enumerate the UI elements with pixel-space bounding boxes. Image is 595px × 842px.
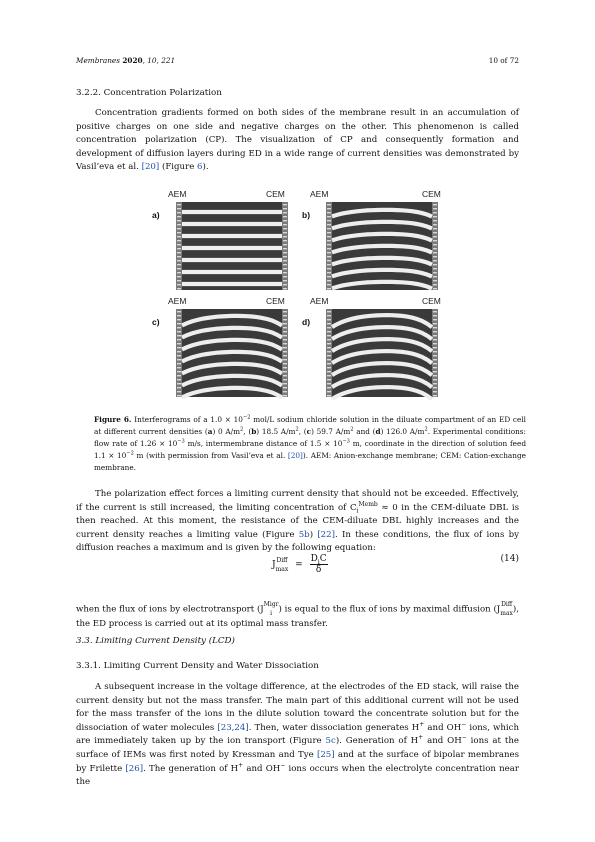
eq-num-d: D [310,554,318,564]
eq-fraction [310,554,328,575]
para4-text: and OH [243,763,281,774]
caption-text: ) 18.5 A/m [256,427,296,436]
caption-text: mol/L sodium chloride solution in the diluate compartment of an ED cell at different current densities ( [94,415,527,436]
interferogram-b [300,186,445,293]
membrane-tick [327,244,331,245]
membrane-tick [177,220,181,221]
membrane-tick [177,367,181,368]
caption-letter: d [375,427,381,436]
membrane-tick [283,355,287,356]
membrane-tick [283,379,287,380]
eq-j: J [272,560,276,570]
membrane-tick [327,359,331,360]
membrane-tick [433,327,437,328]
caption-sup: 2 [424,426,428,433]
membrane-tick [283,244,287,245]
membrane-tick [283,272,287,273]
membrane-tick [177,208,181,209]
membrane-tick [327,284,331,285]
membrane-tick [283,276,287,277]
membrane-tick [283,331,287,332]
caption-sup: −2 [242,414,251,421]
para3-sub: max [500,610,513,617]
para4-text: ions occurs when the electrolyte concentration near the [76,763,519,788]
para3-text: ), the ED process is carried out at its optimal mass transfer. [76,604,520,629]
membrane-tick [283,284,287,285]
membrane-tick [283,212,287,213]
membrane-tick [433,288,437,289]
para2-text: ≈ 0 in the CEM-diluate DBL is then reached. At this moment, the resistance of the CEM-diluate DBL highly increases and the current density reaches a limiting value (Figure [76,502,519,540]
membrane-tick [283,363,287,364]
membrane-tick [283,280,287,281]
membrane-tick [433,383,437,384]
membrane-tick [327,280,331,281]
para4-sup: + [418,734,424,742]
membrane-tick [177,335,181,336]
membrane-tick [283,383,287,384]
membrane-tick [433,284,437,285]
membrane-tick [327,220,331,221]
para1-text-a: Concentration gradients formed on both sides of the membrane result in an accumulation of positive charges on one side and negative charges on the other. This phenomenon is called concentration polarization (CP). The visualization of CP and consequently formation and development of diffusion layers during ED in a wide range of current densities was demonstrated by Vasil’eva et al. [76,108,519,173]
caption-sup: 2 [240,426,244,433]
journal-year: 2020 [122,56,143,65]
membrane-tick [283,315,287,316]
aem-label: AEM [310,189,329,199]
membrane-tick [177,280,181,281]
figure-link[interactable]: 6 [197,162,203,173]
membrane-tick [433,232,437,233]
membrane-tick [283,240,287,241]
caption-label: Figure 6. [94,415,132,424]
membrane-tick [177,236,181,237]
paragraph-water-dissociation [76,681,519,790]
membrane-tick [283,387,287,388]
membrane-tick [433,319,437,320]
membrane-tick [327,252,331,253]
membrane-tick [177,264,181,265]
membrane-tick [327,224,331,225]
membrane-tick [433,379,437,380]
equation-number: (14) [500,554,519,564]
membrane-tick [283,367,287,368]
para2-text: The polarization effect forces a limiting current density that should not be exceeded. Effectively, if the current is still increased, the limiting concentration of C [76,489,519,513]
para4-text: A subsequent increase in the voltage difference, at the electrodes of the ED stack, will raise the current density but not the mass transfer. The main part of this additional current will not be used for the mass transfer of the ions in the dilute solution toward the concentrate solution but for the dissociation of water molecules [76,682,519,733]
membrane-tick [283,236,287,237]
membrane-tick [433,216,437,217]
figure-6-caption [94,414,526,474]
interferogram-c [150,293,295,400]
caption-text: Interferograms of a 1.0 × 10 [131,415,243,424]
caption-sup: 2 [350,426,354,433]
membrane-tick [283,311,287,312]
para4-text: . Then, water dissociation generates H [248,722,420,733]
membrane-tick [283,204,287,205]
para2-text: . In these conditions, the flux of ions by diffusion reaches a maximum and is given by the following equation: [76,529,519,554]
para2-text: ) [309,529,318,540]
membrane-tick [327,335,331,336]
aem-label: AEM [168,189,187,199]
membrane-tick [177,244,181,245]
eq-sub: max [275,565,289,573]
membrane-tick [433,371,437,372]
membrane-tick [177,319,181,320]
membrane-tick [177,387,181,388]
membrane-tick [433,331,437,332]
membrane-tick [433,260,437,261]
eq-num-sub: i [317,558,320,566]
membrane-tick [433,311,437,312]
caption-text: , ( [243,427,252,436]
membrane-tick [283,391,287,392]
membrane-tick [327,204,331,205]
paragraph-optimal-transfer [76,600,519,632]
para3-text: ) is equal to the flux of ions by maximal diffusion (J [278,604,501,615]
membrane-tick [177,343,181,344]
membrane-tick [283,339,287,340]
caption-text: and ( [353,427,376,436]
caption-text: m, coordinate in the direction of solution feed 1.1 × 10 [94,439,526,460]
membrane-tick [283,351,287,352]
membrane-tick [327,379,331,380]
membrane-tick [433,268,437,269]
membrane-tick [433,347,437,348]
membrane-tick [327,347,331,348]
membrane-tick [283,327,287,328]
membrane-tick [283,208,287,209]
membrane-tick [327,208,331,209]
membrane-tick [177,268,181,269]
membrane-tick [327,395,331,396]
membrane-tick [177,256,181,257]
membrane-tick [433,212,437,213]
membrane-tick [177,311,181,312]
membrane-tick [327,391,331,392]
panel-c [150,293,295,400]
interferogram-a [150,186,295,293]
membrane-tick [433,276,437,277]
membrane-tick [177,216,181,217]
membrane-tick [283,375,287,376]
membrane-tick [433,343,437,344]
para1-text-b: (Figure [159,162,198,173]
aem-label: AEM [310,296,329,306]
section-heading-322: 3.2.2. Concentration Polarization [76,88,222,98]
membrane-tick [283,264,287,265]
para4-sup: + [238,761,244,769]
membrane-tick [433,323,437,324]
para4-sup: − [461,734,467,742]
membrane-tick [283,224,287,225]
citation-link[interactable]: [25] [316,749,335,760]
caption-text: ). AEM: Anion-exchange membrane; CEM: Cation-exchange membrane. [94,451,526,472]
membrane-tick [283,220,287,221]
caption-text: m/s, intermembrane distance of 1.5 × 10 [184,439,343,448]
membrane-tick [327,331,331,332]
membrane-tick [283,371,287,372]
para3-text: when the flux of ions by electrotransport (J [76,604,264,615]
membrane-tick [177,276,181,277]
membrane-tick [283,256,287,257]
membrane-tick [177,379,181,380]
panel-letter: c) [152,317,160,327]
membrane-tick [177,252,181,253]
para4-sup: − [280,761,286,769]
membrane-tick [177,383,181,384]
section-heading-33: 3.3. Limiting Current Density (LCD) [76,636,235,646]
journal-name: Membranes [76,56,120,65]
cem-label: CEM [422,296,441,306]
caption-text: ) 0 A/m [212,427,241,436]
membrane-tick [283,228,287,229]
membrane-tick [177,228,181,229]
membrane-tick [433,367,437,368]
membrane-tick [327,351,331,352]
membrane-tick [283,319,287,320]
membrane-tick [433,363,437,364]
membrane-tick [177,288,181,289]
membrane-tick [177,232,181,233]
citation-link[interactable]: [23,24] [217,722,249,733]
panel-letter: b) [302,210,311,220]
membrane-tick [177,204,181,205]
caption-letter: b [251,427,257,436]
figure-link[interactable]: 5c [325,736,336,747]
membrane-tick [327,323,331,324]
membrane-tick [177,323,181,324]
membrane-tick [433,228,437,229]
membrane-tick [283,359,287,360]
para3-sup: Migr [263,601,279,608]
eq-equals: = [295,560,303,570]
membrane-tick [327,264,331,265]
membrane-tick [433,272,437,273]
caption-text: ) 59.7 A/m [311,427,351,436]
para2-sub: i [356,507,359,515]
membrane-tick [433,395,437,396]
para4-text: and OH [423,736,462,747]
membrane-tick [327,256,331,257]
para4-text: . The generation of H [143,763,239,774]
membrane-tick [177,391,181,392]
membrane-tick [283,343,287,344]
para3-sub: i [270,610,273,617]
para2-sup: Memb [358,500,378,508]
membrane-tick [327,319,331,320]
membrane-tick [327,327,331,328]
caption-letter: c [306,427,312,436]
caption-text: , ( [298,427,307,436]
membrane-tick [327,248,331,249]
membrane-tick [283,252,287,253]
para3-scripts [500,600,513,618]
membrane-tick [283,260,287,261]
membrane-tick [177,355,181,356]
citation-link[interactable]: [20] [141,162,160,173]
membrane-tick [177,347,181,348]
membrane-tick [433,315,437,316]
membrane-tick [327,375,331,376]
membrane-tick [433,252,437,253]
citation-link[interactable]: [22] [317,529,335,540]
membrane-tick [327,268,331,269]
membrane-tick [327,311,331,312]
panel-letter: a) [152,210,160,220]
membrane-tick [283,216,287,217]
membrane-tick [283,288,287,289]
membrane-tick [283,323,287,324]
caption-text: . Experimental conditions: flow rate of 1.26 × 10 [94,427,526,448]
membrane-tick [327,367,331,368]
membrane-tick [433,236,437,237]
membrane-tick [327,212,331,213]
membrane-tick [177,395,181,396]
caption-sup: 2 [295,426,299,433]
caption-sup: −2 [126,450,134,457]
panel-letter: d) [302,317,311,327]
membrane-tick [433,244,437,245]
membrane-tick [177,375,181,376]
caption-sup: −3 [177,438,185,445]
membrane-tick [177,359,181,360]
membrane-tick [177,331,181,332]
membrane-tick [177,272,181,273]
eq-num-c: C [319,554,327,564]
caption-sup: −3 [342,438,350,445]
eq-j-scripts [276,556,289,574]
membrane-tick [327,339,331,340]
membrane-tick [433,387,437,388]
membrane-tick [327,260,331,261]
membrane-tick [433,224,437,225]
membrane-tick [327,232,331,233]
para3-sup: Diff [501,601,513,608]
membrane-tick [433,220,437,221]
membrane-tick [433,359,437,360]
membrane-tick [283,335,287,336]
membrane-tick [327,343,331,344]
membrane-tick [433,339,437,340]
membrane-tick [433,264,437,265]
membrane-tick [177,284,181,285]
membrane-tick [177,327,181,328]
journal-volume: , 10, 221 [142,56,176,65]
panel-d [300,293,445,400]
paragraph-concentration-polarization [76,107,519,175]
membrane-tick [177,240,181,241]
caption-text: m (with permission from Vasil’eva et al. [133,451,288,460]
membrane-tick [327,236,331,237]
para4-sup: + [419,720,425,728]
membrane-tick [177,248,181,249]
membrane-tick [327,276,331,277]
membrane-tick [327,228,331,229]
aem-label: AEM [168,296,187,306]
membrane-tick [433,375,437,376]
membrane-tick [177,315,181,316]
para4-text: ions, which are immediately taken up by the ion transport (Figure [76,722,519,747]
para4-text: and at the surface of bipolar membranes by Frilette [76,749,519,774]
running-header [76,56,175,65]
membrane-tick [327,383,331,384]
para3-scripts [264,600,279,618]
membrane-tick [327,288,331,289]
cem-label: CEM [266,296,285,306]
para4-text: ). Generation of H [335,736,419,747]
membrane-tick [177,224,181,225]
eq-sup: Diff [276,556,288,564]
membrane-tick [177,371,181,372]
membrane-tick [327,240,331,241]
citation-link[interactable]: [20] [287,451,303,460]
membrane-tick [433,208,437,209]
membrane-tick [433,240,437,241]
para4-sup: − [461,720,467,728]
equation-14 [272,554,328,575]
membrane-tick [283,395,287,396]
membrane-tick [177,363,181,364]
membrane-tick [433,280,437,281]
para4-text: and OH [424,722,462,733]
membrane-tick [433,256,437,257]
cem-label: CEM [422,189,441,199]
panel-b [300,186,445,293]
caption-letter: a [207,427,213,436]
membrane-tick [177,212,181,213]
membrane-tick [283,248,287,249]
membrane-tick [283,232,287,233]
cem-label: CEM [266,189,285,199]
eq-denominator: δ [315,565,322,575]
membrane-tick [327,363,331,364]
interferogram-d [300,293,445,400]
membrane-tick [327,216,331,217]
membrane-tick [433,355,437,356]
membrane-tick [327,355,331,356]
membrane-tick [177,351,181,352]
membrane-tick [433,351,437,352]
citation-link[interactable]: [26] [125,763,144,774]
membrane-tick [327,315,331,316]
caption-text: ) 126.0 A/m [380,427,425,436]
membrane-tick [327,387,331,388]
para1-text-c: ). [202,162,209,173]
figure-link[interactable]: 5b [298,529,310,540]
membrane-tick [283,268,287,269]
para4-text: ions at the surface of IEMs was first noted by Kressman and Tye [76,736,519,760]
eq-numerator [310,554,328,565]
membrane-tick [177,339,181,340]
membrane-tick [433,204,437,205]
membrane-tick [433,391,437,392]
membrane-tick [177,260,181,261]
panel-a [150,186,295,293]
membrane-tick [327,272,331,273]
page-number: 10 of 72 [488,56,519,65]
paragraph-limiting-current [76,488,519,556]
membrane-tick [327,371,331,372]
section-heading-331: 3.3.1. Limiting Current Density and Water Dissociation [76,661,319,671]
figure-6-interferograms [150,186,445,400]
membrane-tick [283,347,287,348]
membrane-tick [433,248,437,249]
membrane-tick [433,335,437,336]
